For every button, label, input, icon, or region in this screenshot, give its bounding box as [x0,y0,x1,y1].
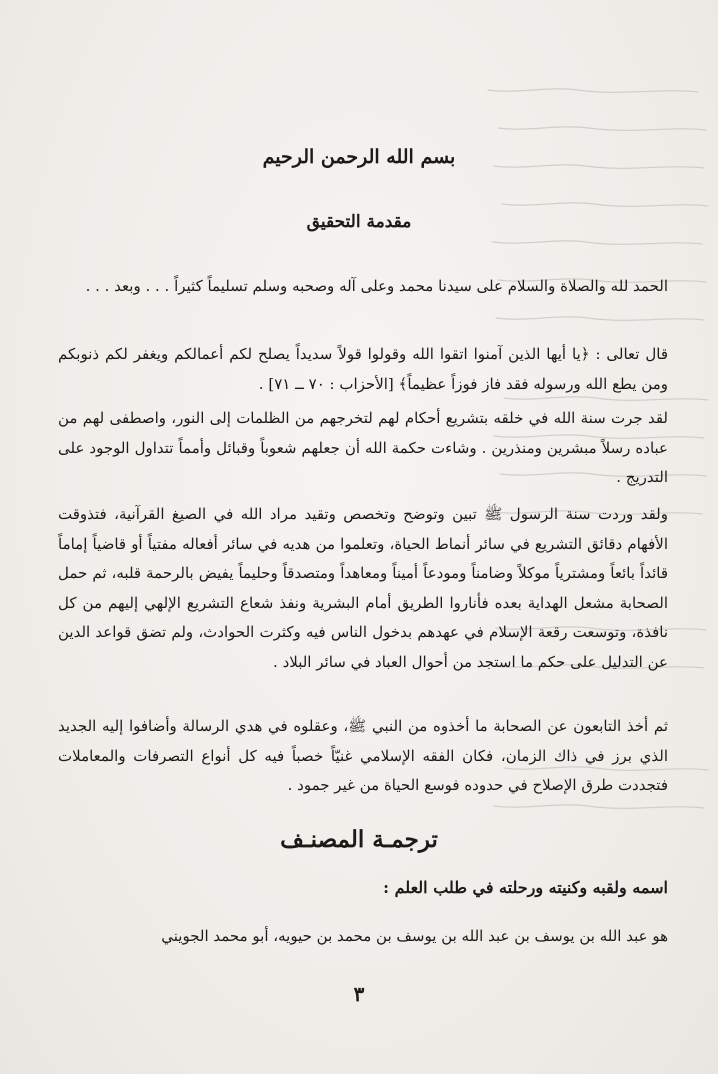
paragraph-text: الحمد لله والصلاة والسلام على سيدنا محمد وعلى آله وصحبه وسلم تسليماً كثيراً . . . وبعد . . . [85,277,668,295]
basmala-heading: بسم الله الرحمن الرحيم [262,146,456,168]
paragraph-sunnah-of-allah [58,404,668,493]
paragraph-successors [58,712,668,801]
paragraph-prophetic-sunnah [58,500,668,677]
paragraph-text: هو عبد الله بن يوسف بن عبد الله بن يوسف بن محمد بن حيويه، أبو محمد الجويني [161,927,668,945]
paragraph-doxology [58,272,668,302]
page-number: ٣ [353,982,365,1006]
paragraph-text: لقد جرت سنة الله في خلقه بتشريع أحكام لهم لتخرجهم من الظلمات إلى النور، واصطفى لهم من عباده رسلاً مبشرين ومنذرين . وشاءت حكمة الله أن جعلهم شعوباً وقبائل وأمماً تتداول الوجود على التدريج . [58,409,668,486]
paragraph-quran-verse [58,340,668,399]
paragraph-author-lineage [58,922,668,952]
paragraph-text: ثم أخذ التابعون عن الصحابة ما أخذوه من النبي ﷺ، وعقلوه في هدي الرسالة وأضافوا إليه الجديد الذي برز في ذاك الزمان، فكان الفقه الإسلامي غنيّاً خصباً فيه كل أنواع التصرفات والمعاملات فتجددت طرق الإصلاح في حدوده فوسع الحياة من غير جمود . [58,717,668,794]
author-biography-heading: ترجمـة المصنـف [280,826,438,853]
intro-title: مقدمة التحقيق [306,212,412,232]
paragraph-text: قال تعالى : ﴿يا أيها الذين آمنوا اتقوا الله وقولوا قولاً سديداً يصلح لكم أعمالكم ويغفر لكم ذنوبكم ومن يطع الله ورسوله فقد فاز فوزاً عظيماً﴾ [الأحزاب : ٧٠ ــ ٧١] . [58,345,668,393]
name-and-travels-subheading: اسمه ولقبه وكنيته ورحلته في طلب العلم : [383,878,668,897]
paragraph-text: ولقد وردت سنة الرسول ﷺ تبين وتوضح وتخصص وتقيد مراد الله في الصيغ القرآنية، فتذوقت الأفهام دقائق التشريع في سائر أنماط الحياة، وتعلموا من هديه في سائر أفعاله مفتياً أو قاضياً إماماً قائداً بائعاً ومشترياً موكلاً وضامناً ومودعاً أميناً ومعاهداً ومتصدقاً وحليماً يفيض بالرحمة قلبه، ثم حمل الصحابة مشعل الهداية بعده فأناروا الطريق أمام البشرية ونفذ شعاع التشريع الإلهي إليهم من كل نافذة، وتوسعت رقعة الإسلام في عهدهم بدخول الناس فيه وكثرت الحوادث، ولم تضق قواعد الدين عن التدليل على حكم ما استجد من أحوال العباد في سائر البلاد . [58,505,668,671]
